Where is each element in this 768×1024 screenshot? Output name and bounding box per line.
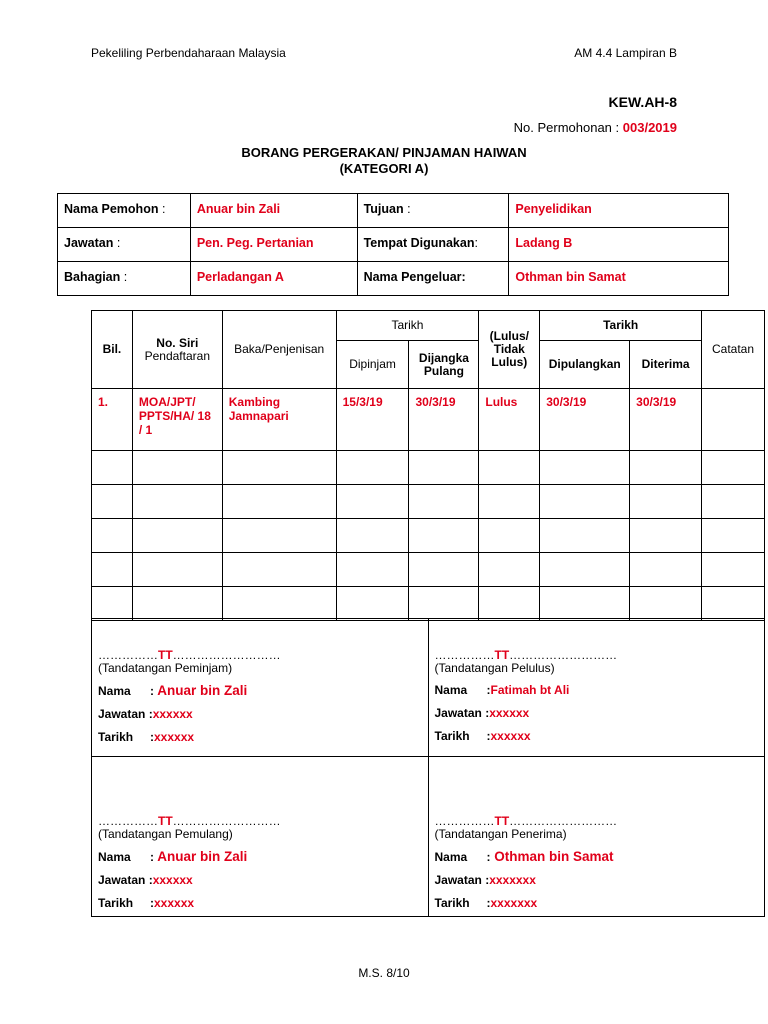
issuer-value: Othman bin Samat [509,262,729,296]
header-tarikh: Tarikh [336,311,479,341]
date-line: Tarikh :xxxxxxx [434,896,538,910]
header-dipinjam: Dipinjam [336,341,409,389]
cell-no-siri: MOA/JPT/ PPTS/HA/ 18 / 1 [132,389,222,451]
applicant-label: Nama Pemohon [64,202,159,216]
signature-line: ……………TT……………………… [434,814,618,828]
cell-dipinjam: 15/3/19 [336,389,409,451]
position-line: Jawatan :xxxxxxx [434,873,536,887]
position-label-cell [58,228,191,262]
applicant-info-table [57,193,729,296]
position-line: Jawatan :xxxxxx [98,873,193,887]
date-line: Tarikh :xxxxxx [98,730,195,744]
table-row [92,451,765,485]
name-line: Nama :Fatimah bt Ali [434,683,570,697]
header-tarikh-return: Tarikh [540,311,702,341]
header-dijangka-pulang: Dijangka Pulang [409,341,479,389]
table-row [92,519,765,553]
application-number-value: 003/2019 [622,120,677,135]
signature-caption: (Tandatangan Pemulang) [98,827,233,841]
division-value: Perladangan A [190,262,357,296]
purpose-value: Penyelidikan [509,194,729,228]
place-label: Tempat Digunakan [363,236,475,250]
form-title-line2: (KATEGORI A) [339,161,429,176]
signature-line: ……………TT……………………… [98,648,281,662]
place-label-cell: Tempat Digunakan: [357,228,509,262]
purpose-label-cell [357,194,509,228]
position-line: Jawatan :xxxxxx [434,706,530,720]
place-value: Ladang B [509,228,729,262]
division-label-cell [58,262,191,296]
header-bil: Bil. [92,311,133,389]
signature-line: ……………TT……………………… [434,648,618,662]
signature-table [91,618,765,917]
position-line: Jawatan :xxxxxx [98,707,193,721]
header-baka: Baka/Penjenisan [222,311,336,389]
header-catatan: Catatan [702,311,765,389]
cell-status: Lulus [479,389,540,451]
cell-catatan [702,389,765,451]
header-no-siri: No. Siri Pendaftaran [132,311,222,389]
signature-approver [428,619,765,757]
name-line: Nama : Anuar bin Zali [98,683,248,698]
table-row [92,553,765,587]
form-title [0,145,768,177]
document-header-left: Pekeliling Perbendaharaan Malaysia [91,46,286,60]
animal-loan-table [91,310,765,621]
form-title-line1: BORANG PERGERAKAN/ PINJAMAN HAIWAN [241,145,527,160]
cell-diterima: 30/3/19 [630,389,702,451]
colon: : [158,202,166,216]
cell-baka: Kambing Jamnapari [222,389,336,451]
division-label: Bahagian [64,270,121,284]
signature-line: ……………TT……………………… [98,814,281,828]
applicant-value: Anuar bin Zali [190,194,357,228]
form-code: KEW.AH-8 [608,94,677,110]
header-lulus: (Lulus/ Tidak Lulus) [479,311,540,389]
document-header-right: AM 4.4 Lampiran B [574,46,677,60]
table-row [92,587,765,621]
signature-caption: (Tandatangan Peminjam) [98,661,233,675]
application-number [514,120,677,135]
purpose-label: Tujuan [363,202,404,216]
cell-dijangka: 30/3/19 [409,389,479,451]
signature-borrower [92,619,429,757]
signature-receiver [428,757,765,917]
date-line: Tarikh :xxxxxx [434,729,531,743]
table-row [92,485,765,519]
cell-bil: 1. [92,389,133,451]
colon: : [113,236,121,250]
position-label: Jawatan [64,236,114,250]
signature-returner [92,757,429,917]
signature-caption: (Tandatangan Pelulus) [434,661,555,675]
table-row [92,389,765,451]
application-number-label: No. Permohonan : [513,120,620,135]
applicant-label-cell [58,194,191,228]
signature-caption: (Tandatangan Penerima) [434,827,567,841]
cell-dipulangkan: 30/3/19 [540,389,630,451]
header-dipulangkan: Dipulangkan [540,341,630,389]
issuer-label: Nama Pengeluar: [357,262,509,296]
date-line: Tarikh :xxxxxx [98,896,195,910]
header-diterima: Diterima [630,341,702,389]
name-line: Nama : Othman bin Samat [434,849,614,864]
colon: : [120,270,128,284]
page-number: M.S. 8/10 [358,966,410,980]
name-line: Nama : Anuar bin Zali [98,849,248,864]
colon: : [403,202,411,216]
position-value: Pen. Peg. Pertanian [190,228,357,262]
